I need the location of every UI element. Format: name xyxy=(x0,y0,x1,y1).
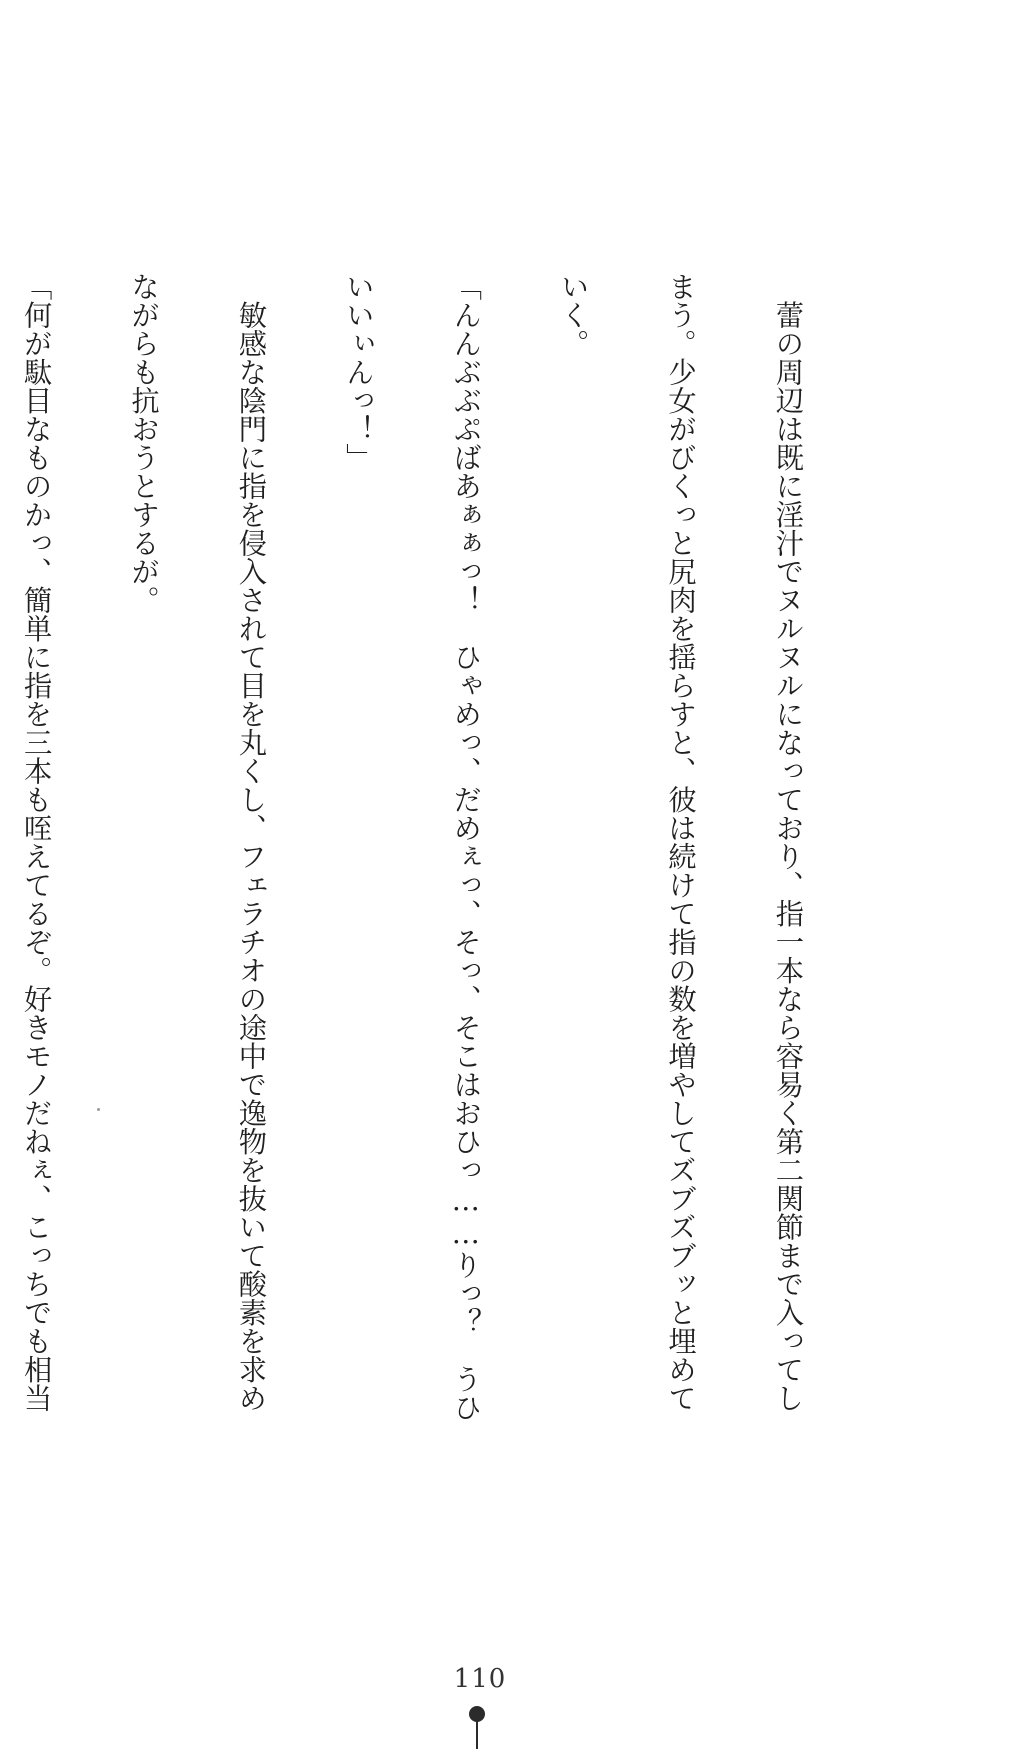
text-line: いいぃんっ！」 xyxy=(341,272,375,472)
text-line: ながらも抗おうとするが。 xyxy=(127,272,161,614)
text-line: 蕾の周辺は既に淫汁でヌルヌルになっており、指一本なら容易く第二関節まで入ってし xyxy=(771,272,805,1412)
text-line: まう。少女がびくっと尻肉を揺らすと、彼は続けて指の数を増やしてズブズブッと埋めて xyxy=(664,272,698,1412)
folio-rule-ornament xyxy=(476,1720,478,1749)
body-text xyxy=(0,272,877,1442)
scan-speck xyxy=(97,1108,100,1111)
text-line: 「何が駄目なものかっ、簡単に指を三本も咥えてるぞ。好きモノだねぇ、こっちでも相当 xyxy=(19,272,53,1412)
text-line: 「んんぶぶぷばあぁぁっ！ ひゃめっ、だめぇっ、そっ、そこはおひっ……りっ？ うひ xyxy=(449,272,483,1422)
page-number: 110 xyxy=(453,1664,507,1694)
text-line: 敏感な陰門に指を侵入されて目を丸くし、フェラチオの途中で逸物を抜いて酸素を求め xyxy=(234,272,268,1412)
text-line: いく。 xyxy=(556,272,590,358)
